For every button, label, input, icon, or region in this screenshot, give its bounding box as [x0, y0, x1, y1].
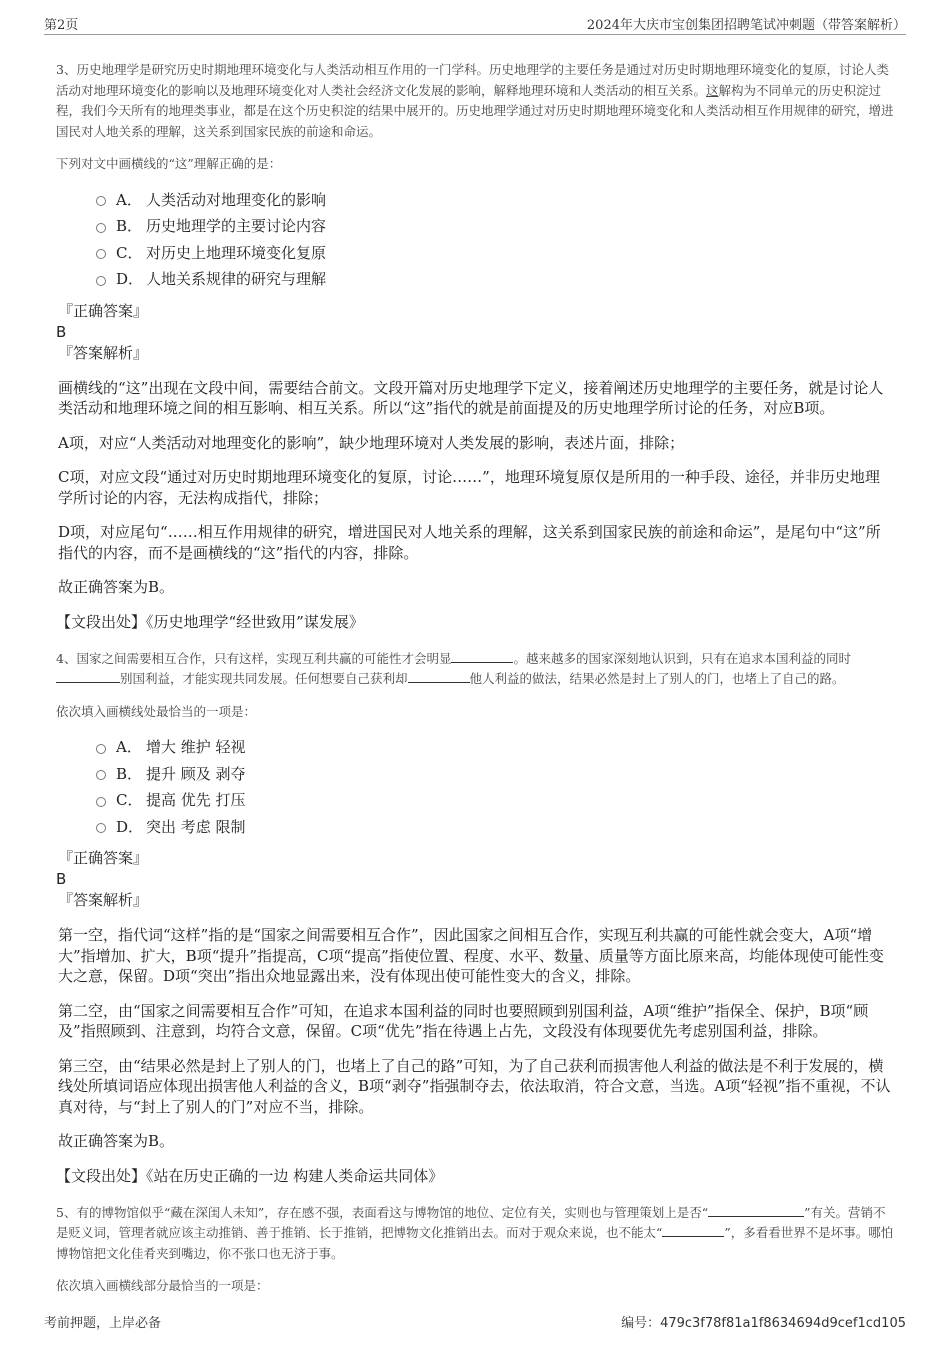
correct-answer-label: 『正确答案』: [58, 849, 149, 867]
correct-answer: B: [56, 322, 67, 341]
fill-blank[interactable]: [56, 669, 120, 683]
radio-icon[interactable]: [96, 196, 106, 206]
fill-blank[interactable]: [708, 1203, 804, 1217]
question-5-prompt: 依次填入画横线部分最恰当的一项是：: [56, 1278, 269, 1293]
radio-icon[interactable]: [96, 823, 106, 833]
radio-icon[interactable]: [96, 223, 106, 233]
radio-icon[interactable]: [96, 744, 106, 754]
document-title: 2024年大庆市宝创集团招聘笔试冲刺题（带答案解析）: [586, 18, 906, 33]
question-3-options: [96, 187, 894, 293]
passage-source: 【文段出处】《历史地理学“经世致用”谋发展》: [56, 612, 364, 631]
document-code: 编号：479c3f78f81a1f8634694d9cef1cd105: [621, 1316, 906, 1331]
radio-icon[interactable]: [96, 276, 106, 286]
option-b[interactable]: B． 提升 顾及 剥夺: [96, 761, 894, 788]
fill-blank[interactable]: [662, 1223, 724, 1237]
analysis-text: 第一空，指代词“这样”指的是“国家之间需要相互合作”，因此国家之间相互合作，实现互利共赢的可能性就会变大，A项“增大”指增加、扩大，B项“提升”指提高，C项“提高”指使位置、程度、水平、数量、质量等方面比原来高，均能体现使可能性变大之意，保留。D项“突出”指出众地显露出来，没有体现出使可能性变大的含义，排除。 第二空，由“国家之间需要相互合作”可知，在追求本国利益的同时也要照顾到别国利益，A项“维护”指保全、保护，B项“顾及”指照顾到、注意到，均符合文意，保留。C项“优先”指在待遇上占先，文段没有体现要优先考虑别国利益，排除。 第三空，由“结果必然是封上了别人的门，也堵上了自己的路”可知，为了自己获利而损害他人利益的做法是不利于发展的，横线处所填词语应体现出损害他人利益的含义，B项“剥夺”指强制夺去，依法取消，符合文意，当选。A项“轻视”指不重视，不认真对待，与“封上了别人的门”对应不当，排除。 故正确答案为B。: [58, 926, 891, 1150]
analysis-text: 画横线的“这”出现在文段中间，需要结合前文。文段开篇对历史地理学下定义，接着阐述历史地理学的主要任务，就是讨论人类活动和地理环境之间的相互影响、相互关系。所以“这”指代的就是前面提及的历史地理学所讨论的任务，对应B项。 A项，对应“人类活动对地理变化的影响”，缺少地理环境对人类发展的影响，表述片面，排除； C项，对应文段“通过对历史时期地理环境变化的复原，讨论……”，地理环境复原仅是所用的一种手段、途径，并非历史地理学所讨论的内容，无法构成指代，排除； D项，对应尾句“……相互作用规律的研究，增进国民对人地关系的理解，这关系到国家民族的前途和命运”，是尾句中“这”所指代的内容，而不是画横线的“这”指代的内容，排除。 故正确答案为B。: [58, 378, 884, 596]
page-number: 第2页: [44, 18, 79, 33]
radio-icon[interactable]: [96, 249, 106, 259]
footer-slogan: 考前押题，上岸必备: [44, 1316, 162, 1331]
correct-answer: B: [56, 870, 67, 888]
radio-icon[interactable]: [96, 770, 106, 780]
main-content: [56, 60, 894, 1313]
option-a[interactable]: A． 人类活动对地理变化的影响: [96, 187, 894, 214]
question-4-options: [96, 734, 894, 840]
question-4: [56, 649, 894, 1187]
option-d[interactable]: D． 人地关系规律的研究与理解: [96, 266, 894, 293]
option-a[interactable]: A． 增大 维护 轻视: [96, 734, 894, 761]
correct-answer-label: 『正确答案』: [58, 301, 149, 320]
page-footer: [44, 1312, 906, 1332]
question-3-passage: 3、历史地理学是研究历史时期地理环境变化与人类活动相互作用的一门学科。历史地理学的主要任务是通过对历史时期地理环境变化的复原，讨论人类活动对地理环境变化的影响以及地理环境变化对人类社会经济文化发展的影响，解释地理环境和人类活动的相互关系。这解构为不同单元的历史积淀过程，我们今天所有的地理类事业，都是在这个历史积淀的结果中展开的。历史地理学通过对历史时期地理环境变化和人类活动相互作用规律的研究，增进国民对人地关系的理解，这关系到国家民族的前途和命运。: [56, 62, 894, 139]
option-b[interactable]: B． 历史地理学的主要讨论内容: [96, 213, 894, 240]
question-3-prompt: 下列对文中画横线的“这”理解正确的是：: [56, 156, 282, 171]
fill-blank[interactable]: [451, 649, 513, 663]
question-4-prompt: 依次填入画横线处最恰当的一项是：: [56, 703, 257, 719]
option-c[interactable]: C． 提高 优先 打压: [96, 787, 894, 814]
analysis-label: 『答案解析』: [58, 343, 149, 362]
option-d[interactable]: D． 突出 考虑 限制: [96, 814, 894, 841]
page-header: [44, 10, 906, 35]
analysis-label: 『答案解析』: [58, 891, 149, 909]
radio-icon[interactable]: [96, 797, 106, 807]
question-5-passage: 5、有的博物馆似乎“藏在深闺人未知”，存在感不强，表面看这与博物馆的地位、定位有关，实则也与管理策划上是否“ ”有关。营销不是贬义词，管理者就应该主动推销、善于推销、长于推销，把博物文化推销出去。而对于观众来说，也不能太“ ”，多看看世界不是坏事。哪怕博物馆把文化佳肴夹到嘴边，你不张口也无济于事。: [56, 1204, 894, 1261]
question-3: [56, 60, 894, 633]
question-4-passage: 4、国家之间需要相互合作，只有这样，实现互利共赢的可能性才会明显 。越来越多的国家深刻地认识到，只有在追求本国利益的同时别国利益，才能实现共同发展。任何想要自己获利却 他人利益的做法，结果必然是封上了别人的门，也堵上了自己的路。: [56, 650, 851, 686]
fill-blank[interactable]: [408, 669, 470, 683]
option-c[interactable]: C． 对历史上地理环境变化复原: [96, 240, 894, 267]
question-5: [56, 1203, 894, 1297]
passage-source: 【文段出处】《站在历史正确的一边 构建人类命运共同体》: [56, 1166, 444, 1185]
underlined-word: 这: [706, 82, 719, 98]
